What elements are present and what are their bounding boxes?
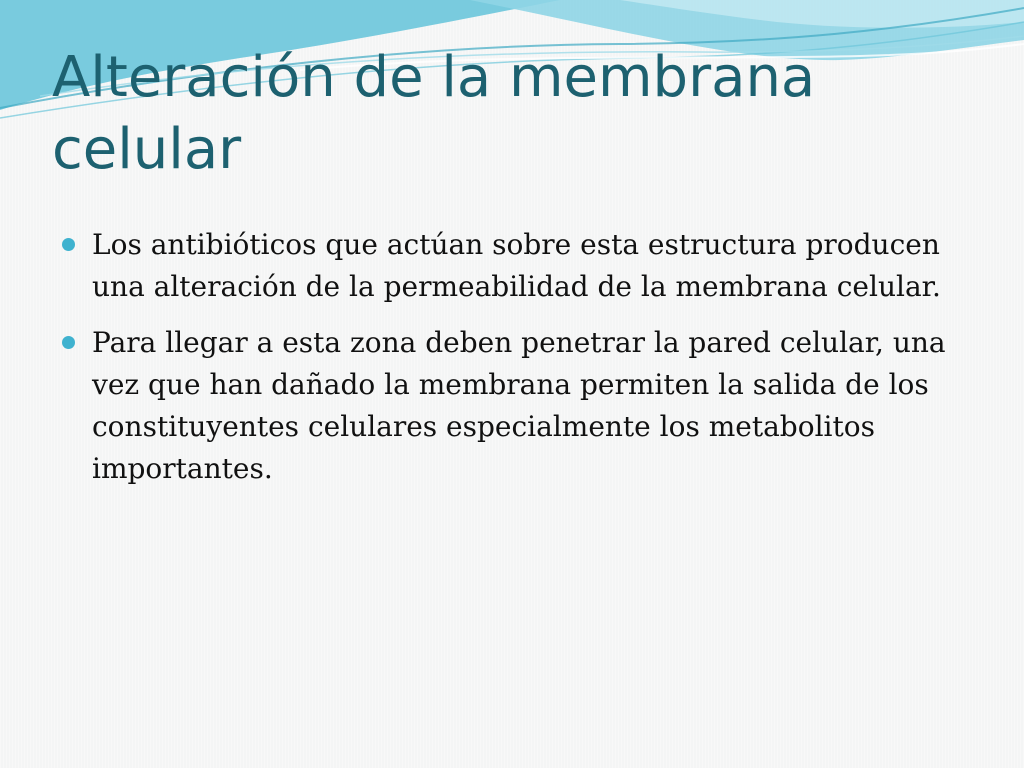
bullet-text: Los antibióticos que actúan sobre esta estructura producen una alteración de la permeabilidad de la membrana celular. [92, 228, 941, 303]
bullet-item [62, 224, 982, 308]
bullet-item [62, 322, 982, 490]
bullet-dot-icon [62, 238, 75, 251]
bullet-list [62, 224, 982, 504]
bullet-text: Para llegar a esta zona deben penetrar la pared celular, una vez que han dañado la membrana permiten la salida de los constituyentes celulares especialmente los metabolitos importantes. [92, 326, 946, 485]
slide-title: Alteración de la membrana celular [52, 45, 816, 182]
bullet-dot-icon [62, 336, 75, 349]
